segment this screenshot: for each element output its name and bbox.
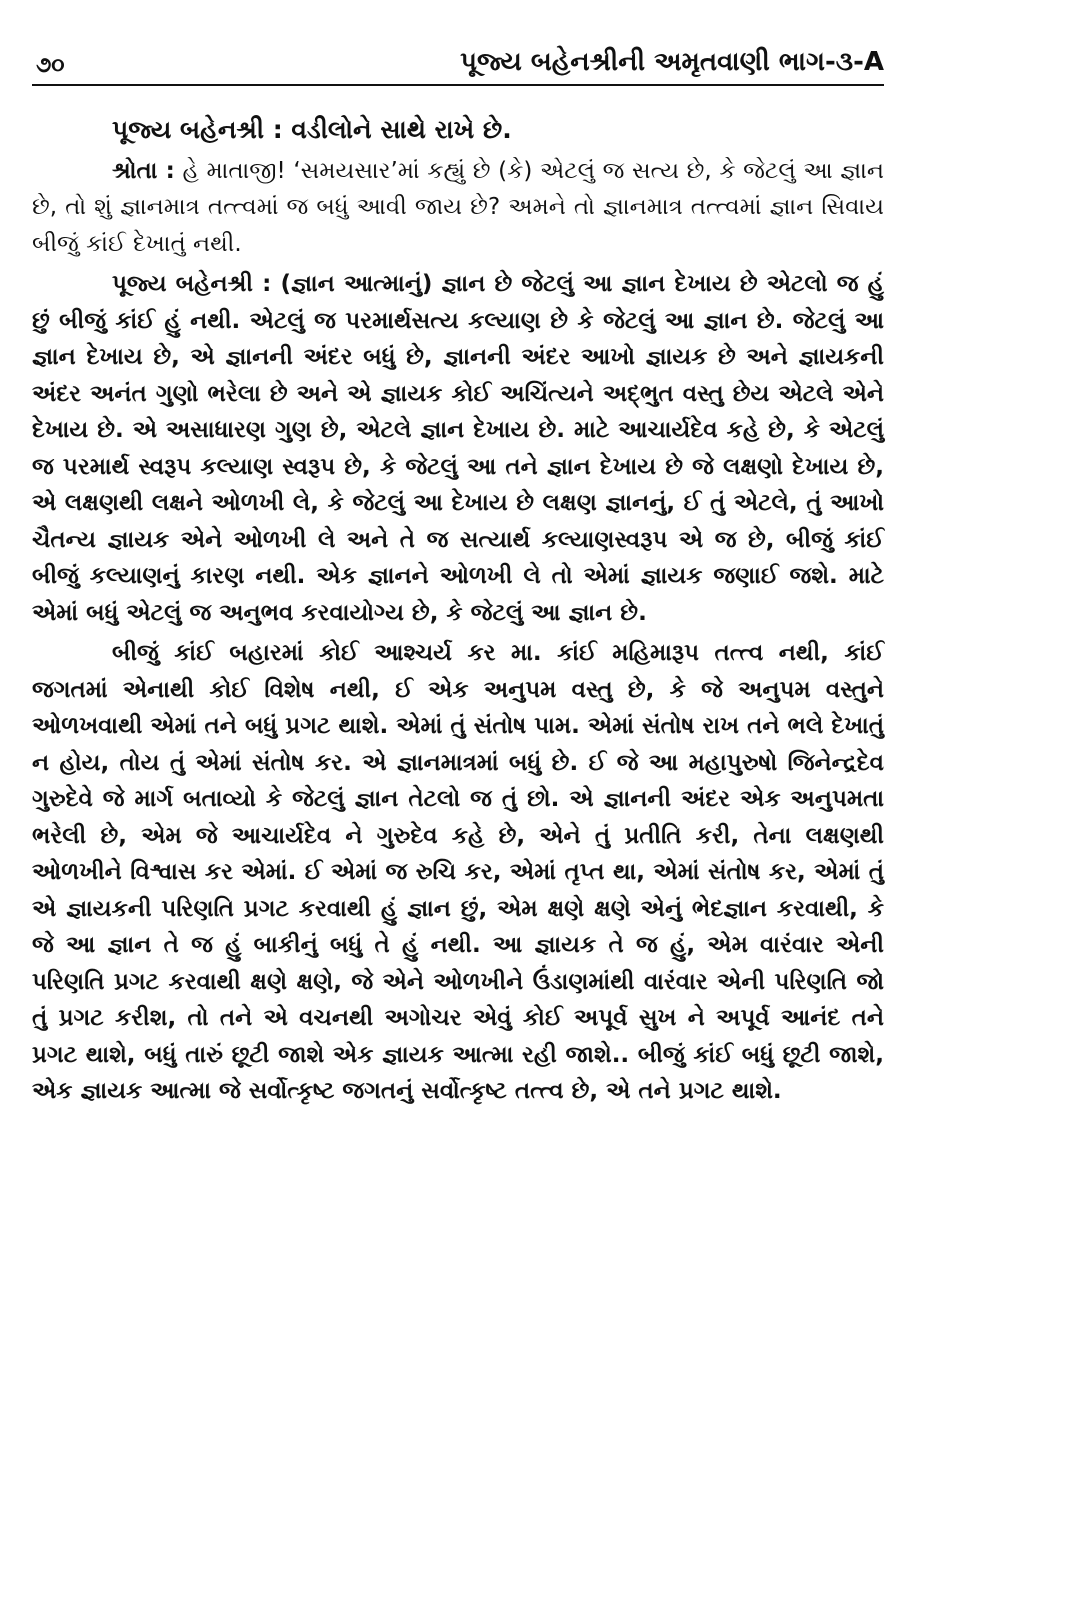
page-header	[32, 40, 884, 86]
paragraph-text: (જ્ઞાન આત્માનું) જ્ઞાન છે જેટલું આ જ્ઞાન દેખાય છે એટલો જ હું છું બીજું કાંઈ હું નથી. એટલું જ પરમાર્થસત્ય કલ્યાણ છે કે જેટલું આ જ્ઞાન છે. જેટલું આ જ્ઞાન દેખાય છે, એ જ્ઞાનની અંદર બધું છે, જ્ઞાનની અંદર આખો જ્ઞાયક છે અને જ્ઞાયકની અંદર અનંત ગુણો ભરેલા છે અને એ જ્ઞાયક કોઈ અચિંત્યને અદ્ભુત વસ્તુ છેય એટલે એને દેખાય છે. એ અસાધારણ ગુણ છે, એટલે જ્ઞાન દેખાય છે. માટે આચાર્યદેવ કહે છે, કે એટલું જ પરમાર્થ સ્વરૂપ કલ્યાણ સ્વરૂપ છે, કે જેટલું આ તને જ્ઞાન દેખાય છે જે લક્ષણો દેખાય છે, એ લક્ષણથી લક્ષને ઓળખી લે, કે જેટલું આ દેખાય છે લક્ષણ જ્ઞાનનું, ઈ તું એટલે, તું આખો ચૈતન્ય જ્ઞાયક એને ઓળખી લે અને તે જ સત્યાર્થ કલ્યાણસ્વરૂપ એ જ છે, બીજું કાંઈ બીજું કલ્યાણનું કારણ નથી. એક જ્ઞાનને ઓળખી લે તો એમાં જ્ઞાયક જણાઈ જશે. માટે એમાં બધું એટલું જ અનુભવ કરવાયોગ્ય છે, કે જેટલું આ જ્ઞાન છે.	[32, 271, 885, 626]
speaker-label: પૂજ્ય બહેનશ્રી :	[112, 115, 283, 144]
paragraph-text: બીજું કાંઈ બહારમાં કોઈ આશ્ચર્ય કર મા. કાંઈ મહિમારૂપ તત્ત્વ નથી, કાંઈ જગતમાં એનાથી કોઈ વિશેષ નથી, ઈ એક અનુપમ વસ્તુ છે, કે જે અનુપમ વસ્તુને ઓળખવાથી એમાં તને બધું પ્રગટ થાશે. એમાં તું સંતોષ પામ. એમાં સંતોષ રાખ તને ભલે દેખાતું ન હોય, તોય તું એમાં સંતોષ કર. એ જ્ઞાનમાત્રમાં બધું છે. ઈ જે આ મહાપુરુષો જિનેન્દ્રદેવ ગુરુદેવે જે માર્ગ બતાવ્યો કે જેટલું જ્ઞાન તેટલો જ તું છો. એ જ્ઞાનની અંદર એક અનુપમતા ભરેલી છે, એમ જે આચાર્યદેવ ને ગુરુદેવ કહે છે, એને તું પ્રતીતિ કરી, તેના લક્ષણથી ઓળખીને વિશ્વાસ કર એમાં. ઈ એમાં જ રુચિ કર, એમાં તૃપ્ત થા, એમાં સંતોષ કર, એમાં તું એ જ્ઞાયકની પરિણતિ પ્રગટ કરવાથી હું જ્ઞાન છું, એમ ક્ષણે ક્ષણે એનું ભેદજ્ઞાન કરવાથી, કે જે આ જ્ઞાન તે જ હું બાકીનું બધું તે હું નથી. આ જ્ઞાયક તે જ હું, એમ વારંવાર એની પરિણતિ પ્રગટ કરવાથી ક્ષણે ક્ષણે, જે એને ઓળખીને ઉંડાણમાંથી વારંવાર એની પરિણતિ જો તું પ્રગટ કરીશ, તો તને એ વચનથી અગોચર એવું કોઈ અપૂર્વ સુખ ને અપૂર્વ આનંદ તને પ્રગટ થાશે, બધું તારું છૂટી જાશે એક જ્ઞાયક આત્મા રહી જાશે.. બીજું કાંઈ બધું છૂટી જાશે, એક જ્ઞાયક આત્મા જે સર્વોત્કૃષ્ટ જગતનું સર્વોત્કૃષ્ટ તત્ત્વ છે, એ તને પ્રગટ થાશે.	[32, 640, 884, 1104]
book-title: પૂજ્ય બહેનશ્રીની અમૃતવાણી ભાગ-૩-A	[460, 47, 884, 77]
paragraph-1	[32, 112, 884, 149]
page-body	[32, 112, 884, 1110]
paragraph-text: વડીલોને સાથે રાખે છે.	[282, 115, 512, 144]
paragraph-3	[32, 266, 884, 631]
paragraph-4	[32, 635, 884, 1110]
speaker-label: પૂજ્ય બહેનશ્રી :	[112, 271, 272, 297]
paragraph-text: હે માતાજી! ‘સમયસાર’માં કહ્યું છે (કે) એટલું જ સત્ય છે, કે જેટલું આ જ્ઞાન છે, તો શું જ્ઞાનમાત્ર તત્ત્વમાં જ બધું આવી જાય છે? અમને તો જ્ઞાનમાત્ર તત્ત્વમાં જ્ઞાન સિવાય બીજું કાંઈ દેખાતું નથી.	[32, 157, 884, 257]
page-number: ૭૦	[36, 53, 65, 78]
book-page	[32, 40, 884, 1110]
paragraph-2	[32, 153, 884, 263]
speaker-label: શ્રોતા :	[112, 157, 175, 184]
